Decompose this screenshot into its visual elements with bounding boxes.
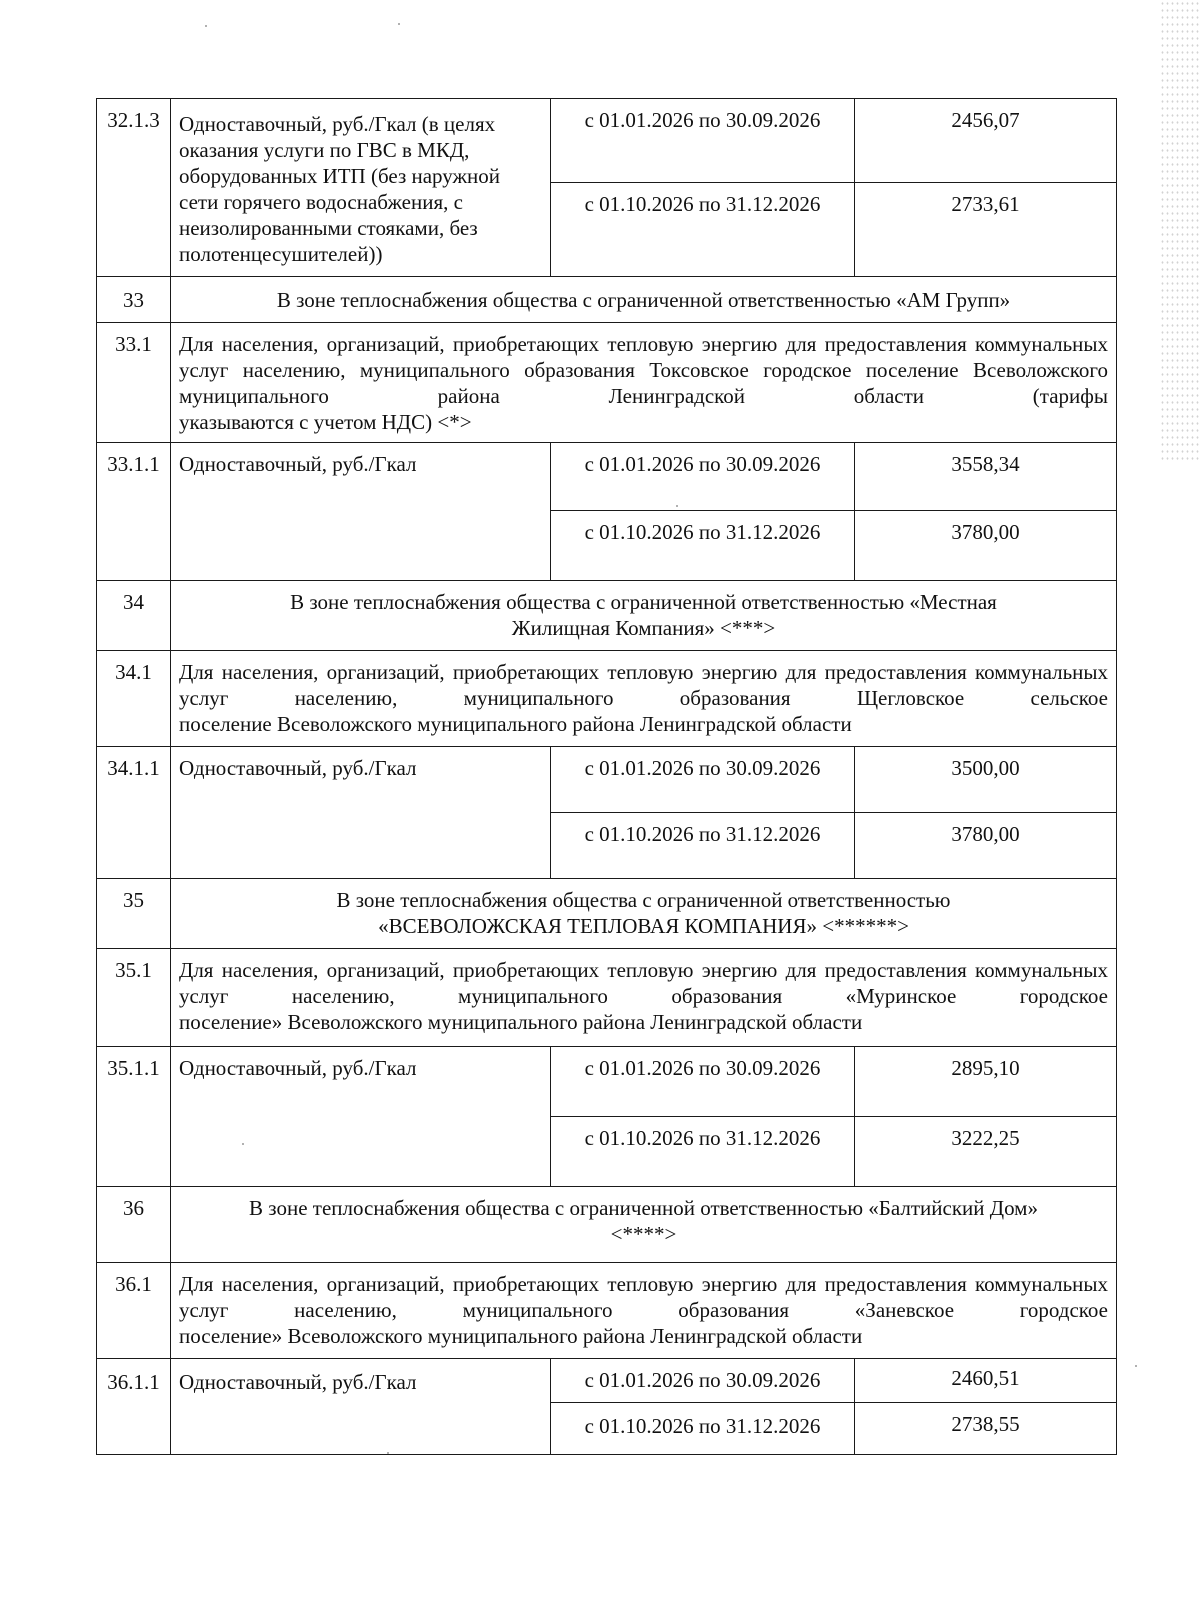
scan-speck — [398, 23, 400, 25]
zone-heading-line: В зоне теплоснабжения общества с ограниченной ответственностью — [336, 888, 951, 912]
tariff-value: 3780,00 — [855, 813, 1117, 879]
row-number: 35.1 — [97, 949, 171, 1047]
tariff-value: 2460,51 — [855, 1359, 1117, 1403]
rate-type: Одноставочный, руб./Гкал (в целях оказания услуги по ГВС в МКД, оборудованных ИТП (без наружной сети горячего водоснабжения, с неизолированными стояками, без полотенцесушителей)) — [171, 99, 551, 277]
scan-speck — [1135, 1365, 1137, 1367]
table-row — [97, 949, 1117, 1047]
table-row — [97, 581, 1117, 651]
period: с 01.01.2026 по 30.09.2026 — [551, 1047, 855, 1117]
row-number: 34 — [97, 581, 171, 651]
table-row — [97, 99, 1117, 183]
table-row — [97, 277, 1117, 323]
table-row — [97, 1359, 1117, 1403]
consumer-group-description — [171, 651, 1117, 747]
zone-heading — [171, 277, 1117, 323]
description-text: Для населения, организаций, приобретающих тепловую энергию для предоставления коммунальных услуг населению, муниципального образования Токсовское городское поселение Всеволожского муниципального района Ленинградской области (тарифы — [179, 332, 1108, 408]
scan-speck — [242, 1143, 244, 1145]
scan-speck — [387, 1452, 389, 1454]
consumer-group-description — [171, 949, 1117, 1047]
description-last-line: поселение Всеволожского муниципального района Ленинградской области — [179, 712, 852, 736]
zone-heading-line: В зоне теплоснабжения общества с ограниченной ответственностью «Местная — [290, 590, 997, 614]
row-number: 36.1.1 — [97, 1359, 171, 1455]
row-number: 33.1.1 — [97, 443, 171, 581]
description-text: Для населения, организаций, приобретающих тепловую энергию для предоставления коммунальных услуг населению, муниципального образования «Заневское городское — [179, 1272, 1108, 1322]
tariff-value: 2895,10 — [855, 1047, 1117, 1117]
period: с 01.01.2026 по 30.09.2026 — [551, 443, 855, 511]
scan-edge-noise — [1160, 0, 1200, 460]
period: с 01.10.2026 по 31.12.2026 — [551, 1117, 855, 1187]
row-number: 34.1.1 — [97, 747, 171, 879]
tariff-value: 3780,00 — [855, 511, 1117, 581]
row-number: 36.1 — [97, 1263, 171, 1359]
scan-speck — [676, 505, 678, 507]
period: с 01.01.2026 по 30.09.2026 — [551, 1359, 855, 1403]
period: с 01.10.2026 по 31.12.2026 — [551, 183, 855, 277]
tariff-value: 3500,00 — [855, 747, 1117, 813]
tariff-value: 3558,34 — [855, 443, 1117, 511]
table-row — [97, 747, 1117, 813]
table-row — [97, 1047, 1117, 1117]
table-row — [97, 323, 1117, 443]
zone-heading — [171, 879, 1117, 949]
tariff-table — [96, 98, 1117, 1455]
row-number: 35.1.1 — [97, 1047, 171, 1187]
rate-type: Одноставочный, руб./Гкал — [171, 747, 551, 879]
period: с 01.10.2026 по 31.12.2026 — [551, 511, 855, 581]
row-number: 36 — [97, 1187, 171, 1263]
tariff-value: 2456,07 — [855, 99, 1117, 183]
table-row — [97, 1187, 1117, 1263]
table-row — [97, 1263, 1117, 1359]
tariff-value: 3222,25 — [855, 1117, 1117, 1187]
table-row — [97, 651, 1117, 747]
row-number: 32.1.3 — [97, 99, 171, 277]
period: с 01.10.2026 по 31.12.2026 — [551, 1403, 855, 1455]
zone-heading-line: В зоне теплоснабжения общества с ограниченной ответственностью «Балтийский Дом» — [249, 1196, 1038, 1220]
period: с 01.01.2026 по 30.09.2026 — [551, 99, 855, 183]
period: с 01.01.2026 по 30.09.2026 — [551, 747, 855, 813]
rate-type: Одноставочный, руб./Гкал — [171, 443, 551, 581]
zone-heading-line: «ВСЕВОЛОЖСКАЯ ТЕПЛОВАЯ КОМПАНИЯ» <******> — [378, 914, 909, 938]
row-number: 33.1 — [97, 323, 171, 443]
scan-speck — [205, 25, 207, 27]
zone-heading-line: <****> — [610, 1222, 677, 1246]
zone-heading — [171, 1187, 1117, 1263]
table-row — [97, 879, 1117, 949]
zone-heading-line: Жилищная Компания» <***> — [511, 616, 776, 640]
period: с 01.10.2026 по 31.12.2026 — [551, 813, 855, 879]
row-number: 33 — [97, 277, 171, 323]
description-text: Для населения, организаций, приобретающих тепловую энергию для предоставления коммунальных услуг населению, муниципального образования Щегловское сельское — [179, 660, 1108, 710]
tariff-value: 2733,61 — [855, 183, 1117, 277]
zone-heading — [171, 581, 1117, 651]
rate-type: Одноставочный, руб./Гкал — [171, 1359, 551, 1455]
tariff-value: 2738,55 — [855, 1403, 1117, 1455]
zone-heading-line: В зоне теплоснабжения общества с ограниченной ответственностью «АМ Групп» — [276, 288, 1011, 312]
description-last-line: указываются с учетом НДС) <*> — [179, 410, 472, 434]
description-text: Для населения, организаций, приобретающих тепловую энергию для предоставления коммунальных услуг населению, муниципального образования «Муринское городское — [179, 958, 1108, 1008]
consumer-group-description — [171, 323, 1117, 443]
description-last-line: поселение» Всеволожского муниципального района Ленинградской области — [179, 1324, 863, 1348]
row-number: 34.1 — [97, 651, 171, 747]
table-row — [97, 443, 1117, 511]
description-last-line: поселение» Всеволожского муниципального района Ленинградской области — [179, 1010, 863, 1034]
rate-type: Одноставочный, руб./Гкал — [171, 1047, 551, 1187]
row-number: 35 — [97, 879, 171, 949]
consumer-group-description — [171, 1263, 1117, 1359]
